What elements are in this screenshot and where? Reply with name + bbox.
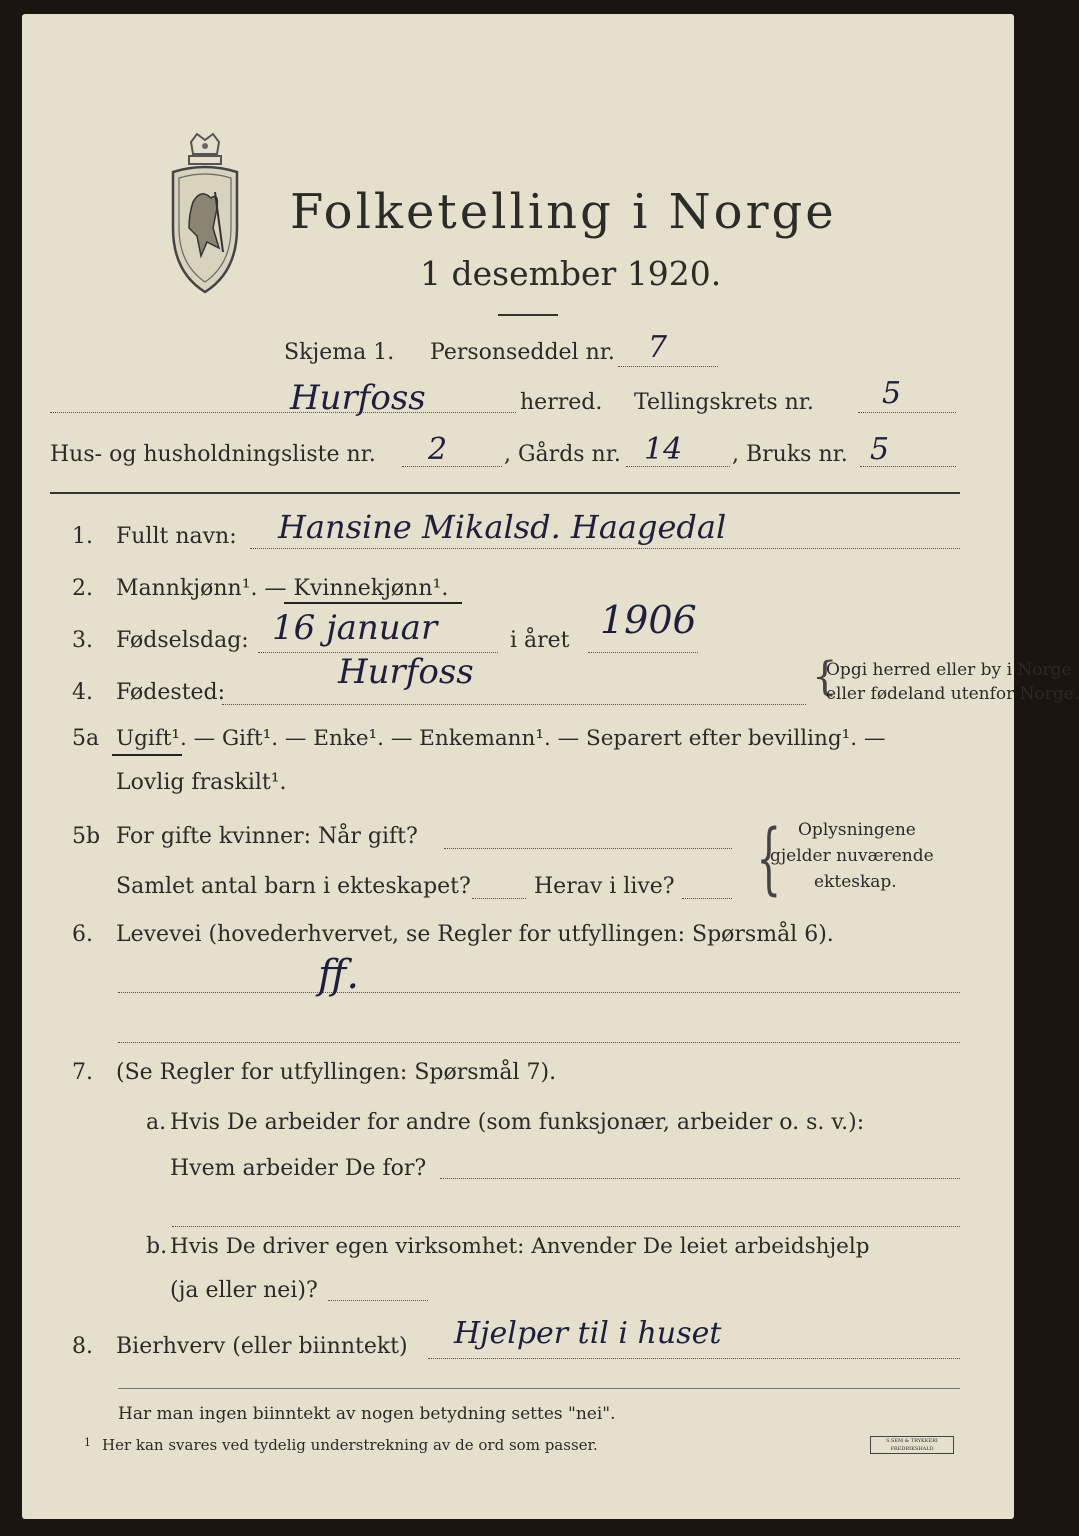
footnote-text: Her kan svares ved tydelig understrekning av de ord som passer.: [102, 1436, 598, 1454]
footer-divider: [118, 1388, 960, 1389]
q3-label: Fødselsdag:: [116, 628, 249, 653]
q6-line1: [118, 992, 960, 993]
q4-birthplace: Hurfoss: [338, 652, 474, 692]
q6-occupation: ff.: [318, 952, 360, 998]
herred-label: herred.: [520, 390, 603, 415]
q4-brace: {: [812, 654, 838, 700]
q5a-number: 5a: [72, 726, 100, 751]
tellingskrets-line: [858, 412, 956, 413]
q2-kvinnekjonn-underline: [284, 602, 462, 604]
q7a-letter: a.: [146, 1110, 167, 1135]
tellingskrets-label: Tellingskrets nr.: [634, 390, 814, 415]
personseddel-label: Personseddel nr.: [430, 340, 615, 365]
q5b-note-line2: gjelder nuværende: [770, 846, 934, 866]
q5b-married-when-label: For gifte kvinner: Når gift?: [116, 824, 418, 849]
q7b-letter: b.: [146, 1234, 168, 1259]
q1-number: 1.: [72, 524, 93, 549]
q7b-answer-line: [328, 1300, 428, 1301]
census-date: 1 desember 1920.: [420, 254, 722, 293]
footnote-mark: 1: [84, 1436, 91, 1449]
personseddel-line: [618, 366, 718, 367]
tellingskrets-value: 5: [882, 376, 902, 411]
bruks-value: 5: [870, 432, 890, 467]
household-list-label: Hus- og husholdningsliste nr.: [50, 442, 376, 467]
q5b-note-line1: Oplysningene: [798, 820, 916, 840]
q5a-marital-options: Ugift¹. — Gift¹. — Enke¹. — Enkemann¹. — Separert efter bevilling¹. —: [116, 726, 886, 751]
footer-note: Har man ingen biinntekt av nogen betydning settes "nei".: [118, 1404, 616, 1424]
norway-coat-of-arms-icon: [167, 132, 243, 298]
gards-value: 14: [644, 432, 683, 467]
q2-sex-options: Mannkjønn¹. — Kvinnekjønn¹.: [116, 576, 449, 601]
personseddel-value: 7: [648, 330, 668, 365]
q3-number: 3.: [72, 628, 93, 653]
q2-number: 2.: [72, 576, 93, 601]
q7a-answer-line2: [172, 1226, 960, 1227]
q5b-alive-label: Herav i live?: [534, 874, 675, 899]
q3-birth-year: 1906: [600, 598, 697, 642]
q4-number: 4.: [72, 680, 93, 705]
herred-line: [50, 412, 516, 413]
q7b-line1: Hvis De driver egen virksomhet: Anvender De leiet arbeidshjelp: [170, 1234, 870, 1259]
form-title: Folketelling i Norge: [290, 184, 837, 240]
q6-line2: [118, 1042, 960, 1043]
q4-note-line1: Opgi herred eller by i Norge: [826, 660, 1072, 680]
bruks-label: , Bruks nr.: [732, 442, 848, 467]
title-divider: [498, 314, 558, 316]
q1-full-name: Hansine Mikalsd. Haagedal: [278, 508, 727, 546]
q5b-married-when-line: [444, 848, 732, 849]
household-list-line: [402, 466, 502, 467]
q6-label: Levevei (hovederhvervet, se Regler for utfyllingen: Spørsmål 6).: [116, 922, 834, 947]
q8-side-income: Hjelper til i huset: [454, 1316, 722, 1351]
q4-line: [222, 704, 806, 705]
q7b-line2: (ja eller nei)?: [170, 1278, 318, 1303]
q5b-note-line3: ekteskap.: [814, 872, 897, 892]
q5a-marital-options-line2: Lovlig fraskilt¹.: [116, 770, 287, 795]
q4-label: Fødested:: [116, 680, 226, 705]
q5b-number: 5b: [72, 824, 101, 849]
household-list-value: 2: [428, 432, 448, 467]
census-form-page: [22, 14, 1079, 1519]
q3-year-label: i året: [510, 628, 570, 653]
q8-line: [428, 1358, 960, 1359]
q8-label: Bierhverv (eller biinntekt): [116, 1334, 408, 1359]
q5b-alive-line: [682, 898, 732, 899]
herred-value: Hurfoss: [290, 378, 426, 418]
q5b-brace: {: [756, 814, 782, 904]
q1-label: Fullt navn:: [116, 524, 237, 549]
q5b-children-label: Samlet antal barn i ekteskapet?: [116, 874, 471, 899]
q5a-ugift-underline: [112, 754, 182, 756]
q3-year-line: [588, 652, 698, 653]
header-divider: [50, 492, 960, 494]
q8-number: 8.: [72, 1334, 93, 1359]
q1-line: [250, 548, 960, 549]
q7a-line2: Hvem arbeider De for?: [170, 1156, 427, 1181]
q7-number: 7.: [72, 1060, 93, 1085]
gards-label: , Gårds nr.: [504, 442, 621, 467]
q7a-line1: Hvis De arbeider for andre (som funksjonær, arbeider o. s. v.):: [170, 1110, 865, 1135]
q5b-children-line: [472, 898, 526, 899]
q6-number: 6.: [72, 922, 93, 947]
q4-note-line2: eller fødeland utenfor Norge.: [826, 684, 1079, 704]
q7a-answer-line1: [440, 1178, 960, 1179]
printer-stamp: S.SEM & TRYKKERI FREDRIKSHALD: [870, 1436, 954, 1454]
q7-label: (Se Regler for utfyllingen: Spørsmål 7).: [116, 1060, 557, 1085]
schema-label: Skjema 1.: [284, 340, 395, 365]
q3-birth-date: 16 januar: [272, 608, 438, 648]
